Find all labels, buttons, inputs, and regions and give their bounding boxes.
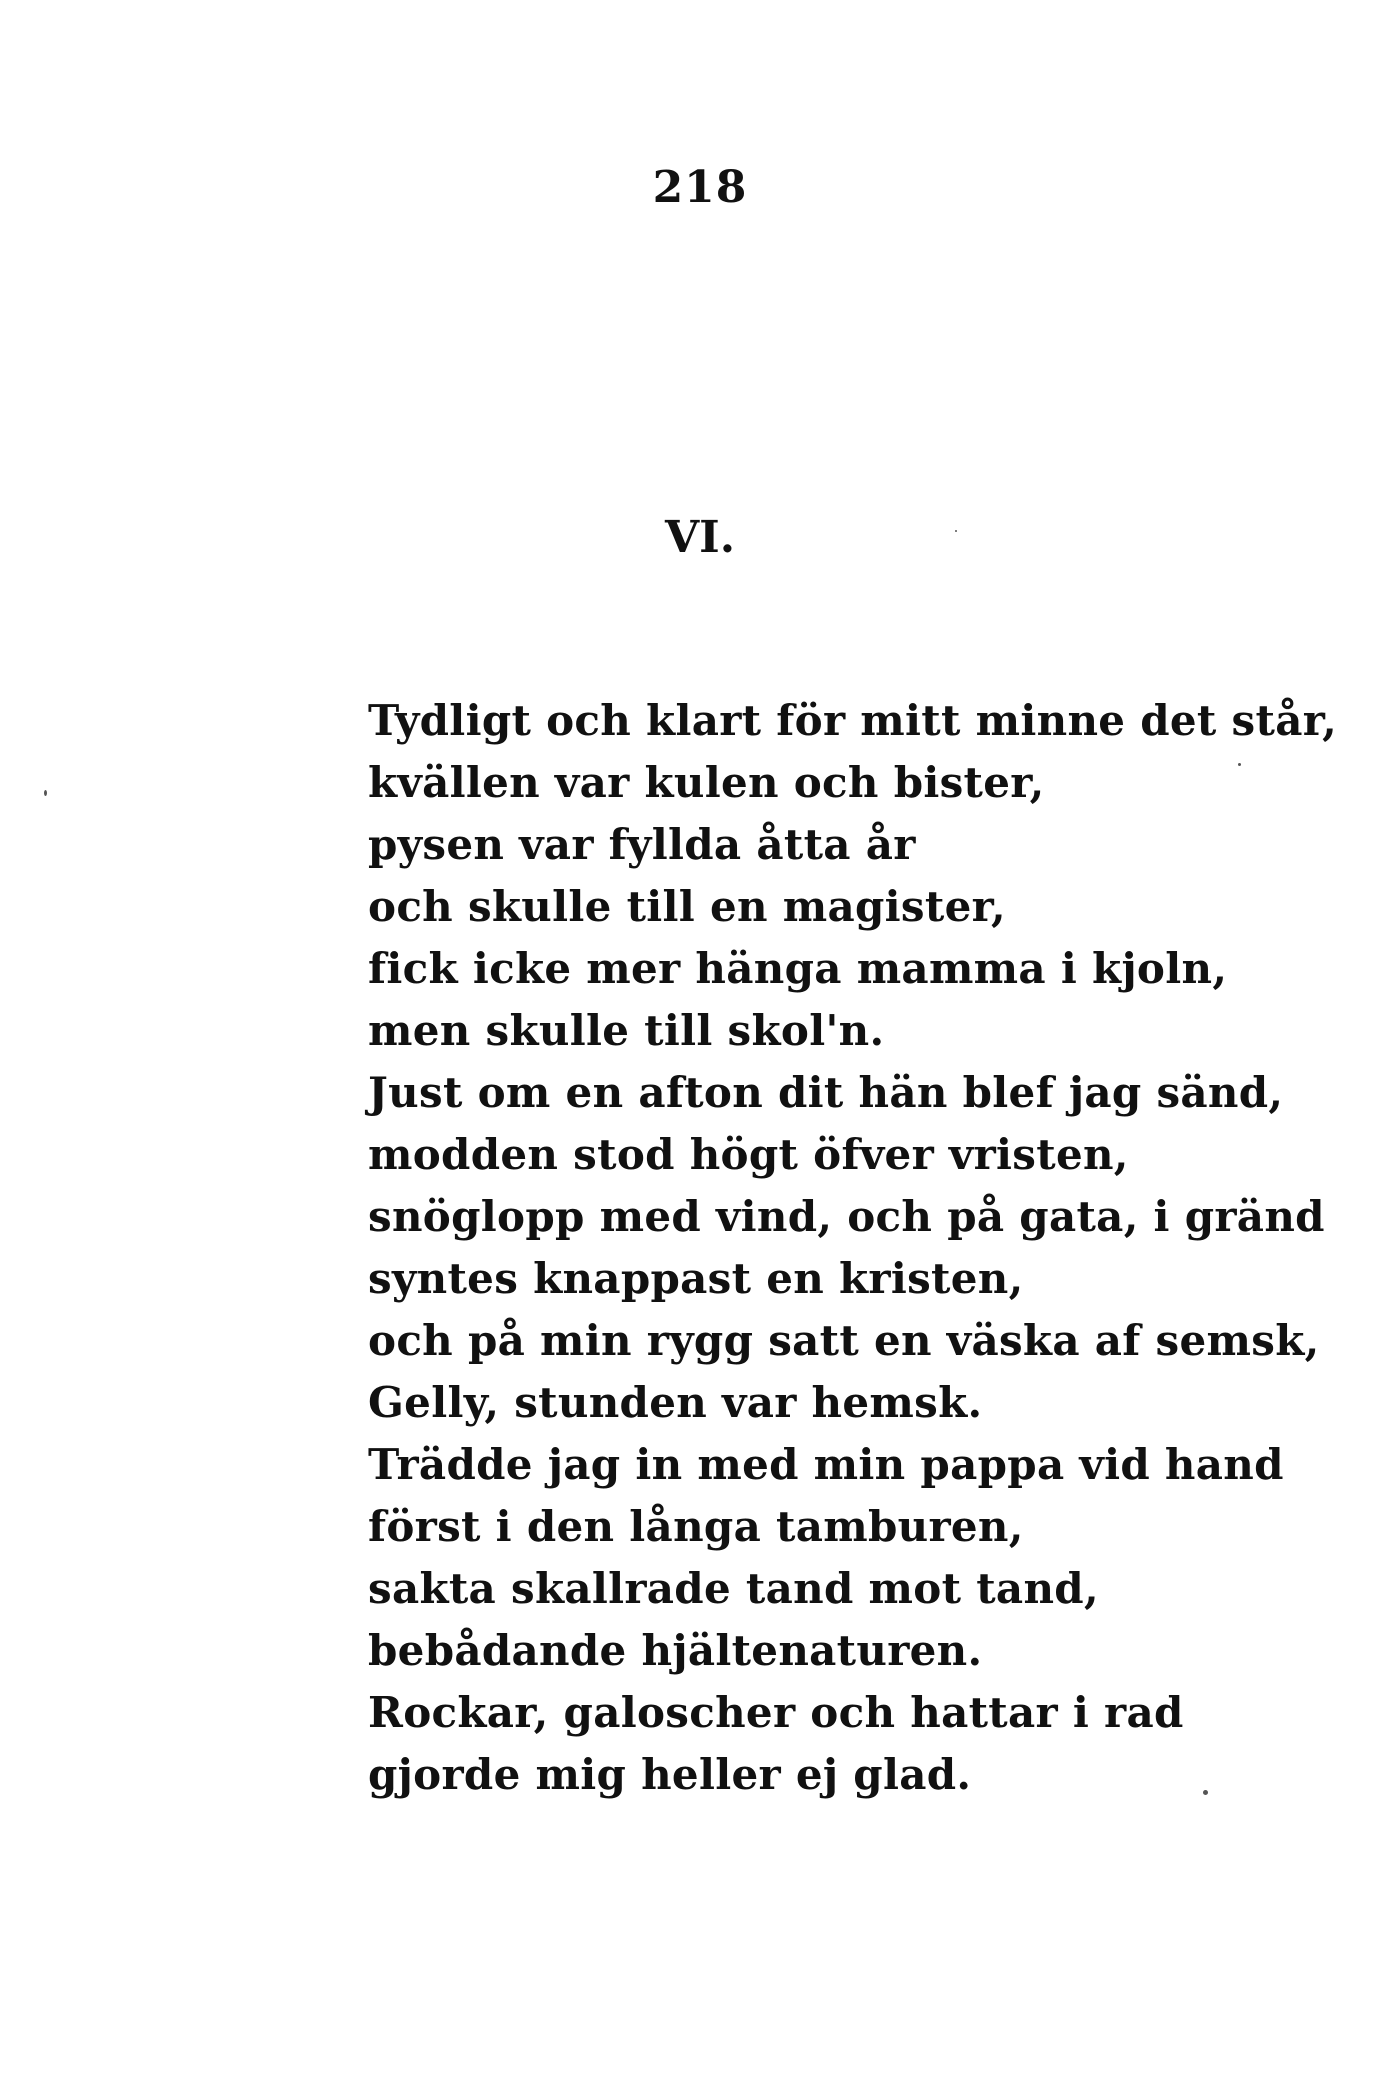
poem-line: sakta skallrade tand mot tand, — [368, 1564, 1099, 1613]
poem-line: Tydligt och klart för mitt minne det står, — [368, 696, 1338, 745]
poem-line: gjorde mig heller ej glad. — [368, 1750, 972, 1799]
poem-line: Just om en afton dit hän blef jag sänd, — [368, 1068, 1284, 1117]
poem-line: fick icke mer hänga mamma i kjoln, — [368, 944, 1228, 993]
poem-line: först i den långa tamburen, — [368, 1502, 1024, 1551]
poem-line: modden stod högt öfver vristen, — [368, 1130, 1129, 1179]
page-number: 218 — [652, 162, 748, 213]
scan-speck — [955, 530, 957, 532]
poem-line: och skulle till en magister, — [368, 882, 1006, 931]
poem-line: kvällen var kulen och bister, — [368, 758, 1045, 807]
poem-line: snöglopp med vind, och på gata, i gränd — [368, 1192, 1325, 1241]
scan-speck — [1238, 763, 1241, 766]
scan-speck — [44, 790, 47, 796]
section-heading: VI. — [664, 512, 736, 563]
poem-line: bebådande hjältenaturen. — [368, 1626, 983, 1675]
poem-line: pysen var fyllda åtta år — [368, 820, 916, 869]
scan-speck — [1203, 1790, 1208, 1795]
poem-line: syntes knappast en kristen, — [368, 1254, 1024, 1303]
poem-line: Gelly, stunden var hemsk. — [368, 1378, 983, 1427]
poem-line: och på min rygg satt en väska af semsk, — [368, 1316, 1320, 1365]
poem-line: men skulle till skol'n. — [368, 1006, 885, 1055]
poem-text — [368, 690, 1368, 1806]
poem-line: Trädde jag in med min pappa vid hand — [368, 1440, 1284, 1489]
poem-line: Rockar, galoscher och hattar i rad — [368, 1688, 1184, 1737]
